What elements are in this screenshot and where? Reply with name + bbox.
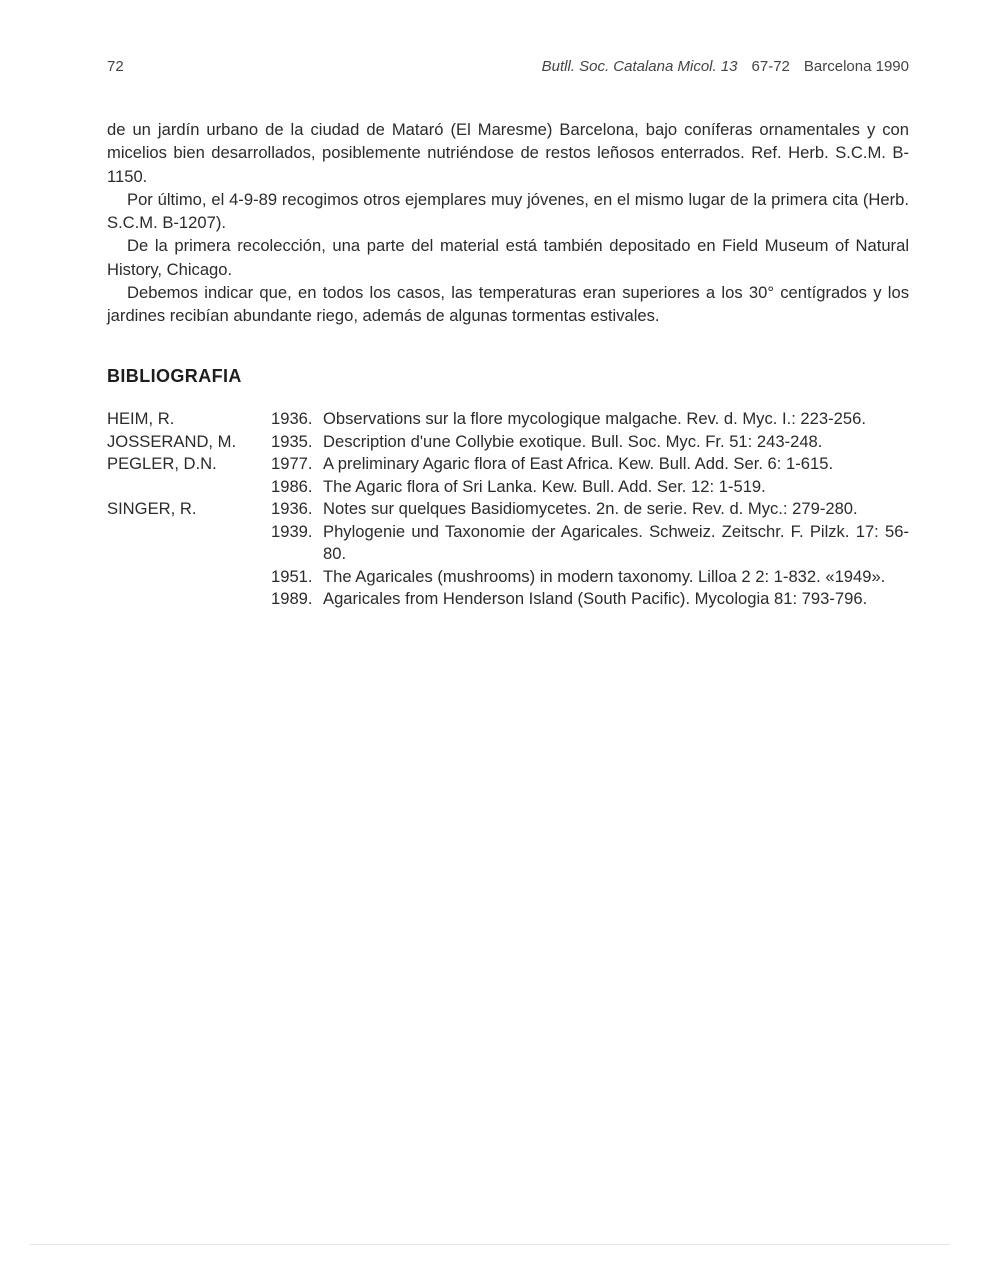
bibliography-heading: BIBLIOGRAFIA [107,366,242,386]
bibliography-entry [107,588,909,611]
page-bottom-divider [30,1244,950,1245]
journal-place-year: Barcelona 1990 [803,58,909,75]
entry-text: The Agaric flora of Sri Lanka. Kew. Bull. Add. Ser. 12: 1-519. [323,476,766,496]
entry-author: PEGLER, D.N. [107,454,217,473]
paragraph: Debemos indicar que, en todos los casos, las temperaturas eran superiores a los 30° centígrados y los jardines recibían abundante riego, además de algunas tormentas estivales. [107,283,909,326]
entry-year: 1986. [271,476,313,496]
paragraph: Por último, el 4-9-89 recogimos otros ejemplares muy jóvenes, en el mismo lugar de la primera cita (Herb. S.C.M. B-1207). [107,189,909,233]
bibliography-entry [107,453,909,476]
paragraph: de un jardín urbano de la ciudad de Mataró (El Maresme) Barcelona, bajo coníferas ornamentales y con micelios bien desarrollados, posiblemente nutriéndose de restos leñosos enterrados. Ref. Herb. S.C.M. B-1150. [107,120,909,186]
bibliography-entry [107,476,909,499]
journal-citation [542,58,909,75]
bibliography-entry [107,498,909,521]
journal-pages: 67-72 [751,58,790,75]
bibliography-entry [107,431,909,454]
entry-year: 1977. [271,454,313,473]
entry-author: SINGER, R. [107,499,197,518]
entry-text: Phylogenie und Taxonomie der Agaricales. Schweiz. Zeitschr. F. Pilzk. 17: 56-80. [323,521,909,563]
journal-title: Butll. Soc. Catalana Micol. 13 [541,58,738,75]
entry-year: 1951. [271,566,313,586]
entry-author: JOSSERAND, M. [107,431,237,451]
bibliography-entry [107,566,909,589]
entry-text: A preliminary Agaric flora of East Africa. Kew. Bull. Add. Ser. 6: 1-615. [323,454,834,473]
running-header [107,58,909,82]
entry-year: 1935. [271,431,313,451]
entry-year: 1989. [271,589,313,608]
body-text [107,118,909,328]
entry-text: The Agaricales (mushrooms) in modern taxonomy. Lilloa 2 2: 1-832. «1949». [323,566,886,586]
page-number: 72 [107,58,124,75]
entry-text: Agaricales from Henderson Island (South Pacific). Mycologia 81: 793-796. [323,589,868,608]
entry-year: 1939. [271,521,313,541]
entry-author: HEIM, R. [107,409,175,428]
entry-text: Description d'une Collybie exotique. Bull. Soc. Myc. Fr. 51: 243-248. [323,431,823,451]
entry-year: 1936. [271,409,313,428]
entry-text: Notes sur quelques Basidiomycetes. 2n. de serie. Rev. d. Myc.: 279-280. [323,499,858,518]
entry-year: 1936. [271,499,313,518]
bibliography-entry [107,521,909,566]
bibliography-list [107,408,909,611]
bibliography-entry [107,408,909,431]
paragraph: De la primera recolección, una parte del material está también depositado en Field Museum of Natural History, Chicago. [107,236,909,279]
entry-text: Observations sur la flore mycologique malgache. Rev. d. Myc. I.: 223-256. [323,409,866,428]
